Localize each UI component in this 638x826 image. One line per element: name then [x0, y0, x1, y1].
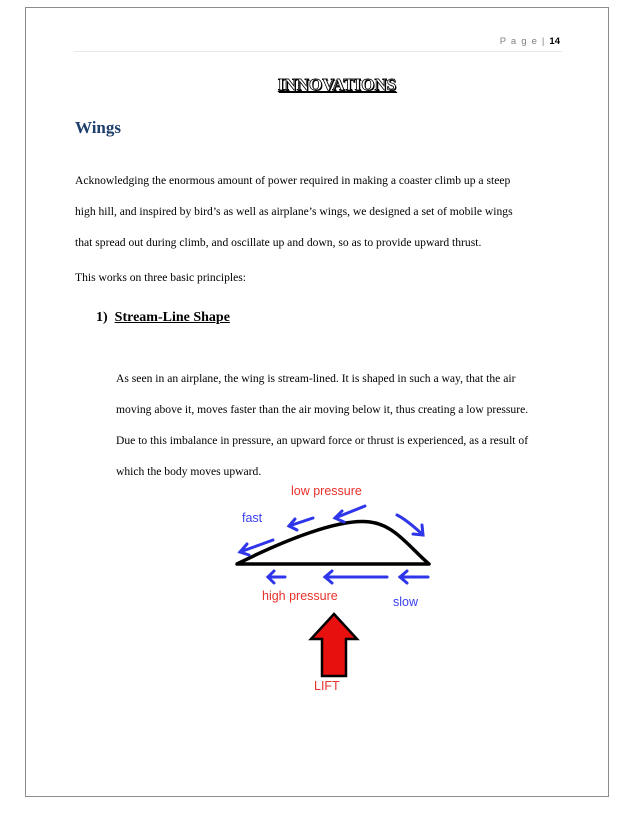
explanation-line: which the body moves upward.	[116, 465, 262, 478]
intro-line: high hill, and inspired by bird’s as well as airplane’s wings, we designed a set of mobile wings	[75, 205, 513, 218]
page-header	[500, 36, 560, 47]
section-heading: Wings	[75, 118, 121, 137]
low-pressure-label: low pressure	[291, 484, 362, 498]
lower-airflow-arrows	[268, 571, 428, 583]
principles-intro	[75, 262, 555, 293]
page-separator: |	[541, 36, 546, 47]
airfoil-lift-diagram	[225, 478, 440, 693]
explanation-line: moving above it, moves faster than the air moving below it, thus creating a low pressure.	[116, 403, 529, 416]
airflow-arrow	[400, 571, 428, 583]
airflow-arrow	[325, 571, 387, 583]
principles-intro-text: This works on three basic principles:	[75, 271, 246, 284]
page-title: INNOVATIONS	[277, 75, 397, 94]
header-rule	[74, 51, 562, 52]
intro-paragraph	[75, 165, 555, 258]
explanation-paragraph	[116, 363, 596, 487]
subsection-number: 1)	[96, 310, 108, 325]
lift-label: LIFT	[314, 679, 340, 693]
slow-label: slow	[393, 595, 419, 609]
intro-line: that spread out during climb, and oscillate up and down, so as to provide upward thrust.	[75, 236, 482, 249]
airflow-arrow	[335, 506, 365, 522]
page-number: 14	[549, 36, 560, 47]
subsection-title: Stream-Line Shape	[114, 310, 230, 325]
page-title-wrap	[0, 75, 638, 95]
subsection-heading	[96, 310, 230, 326]
explanation-line: As seen in an airplane, the wing is stream-lined. It is shaped in such a way, that the air	[116, 372, 516, 385]
page-label: P a g e	[499, 36, 539, 47]
lift-arrow	[311, 614, 357, 676]
explanation-line: Due to this imbalance in pressure, an upward force or thrust is experienced, as a result of	[116, 434, 529, 447]
fast-label: fast	[242, 511, 263, 525]
airflow-arrow	[268, 571, 285, 583]
high-pressure-label: high pressure	[262, 589, 338, 603]
airflow-arrow	[289, 518, 313, 530]
airflow-arrow	[397, 515, 423, 535]
intro-line: Acknowledging the enormous amount of power required in making a coaster climb up a steep	[75, 174, 511, 187]
